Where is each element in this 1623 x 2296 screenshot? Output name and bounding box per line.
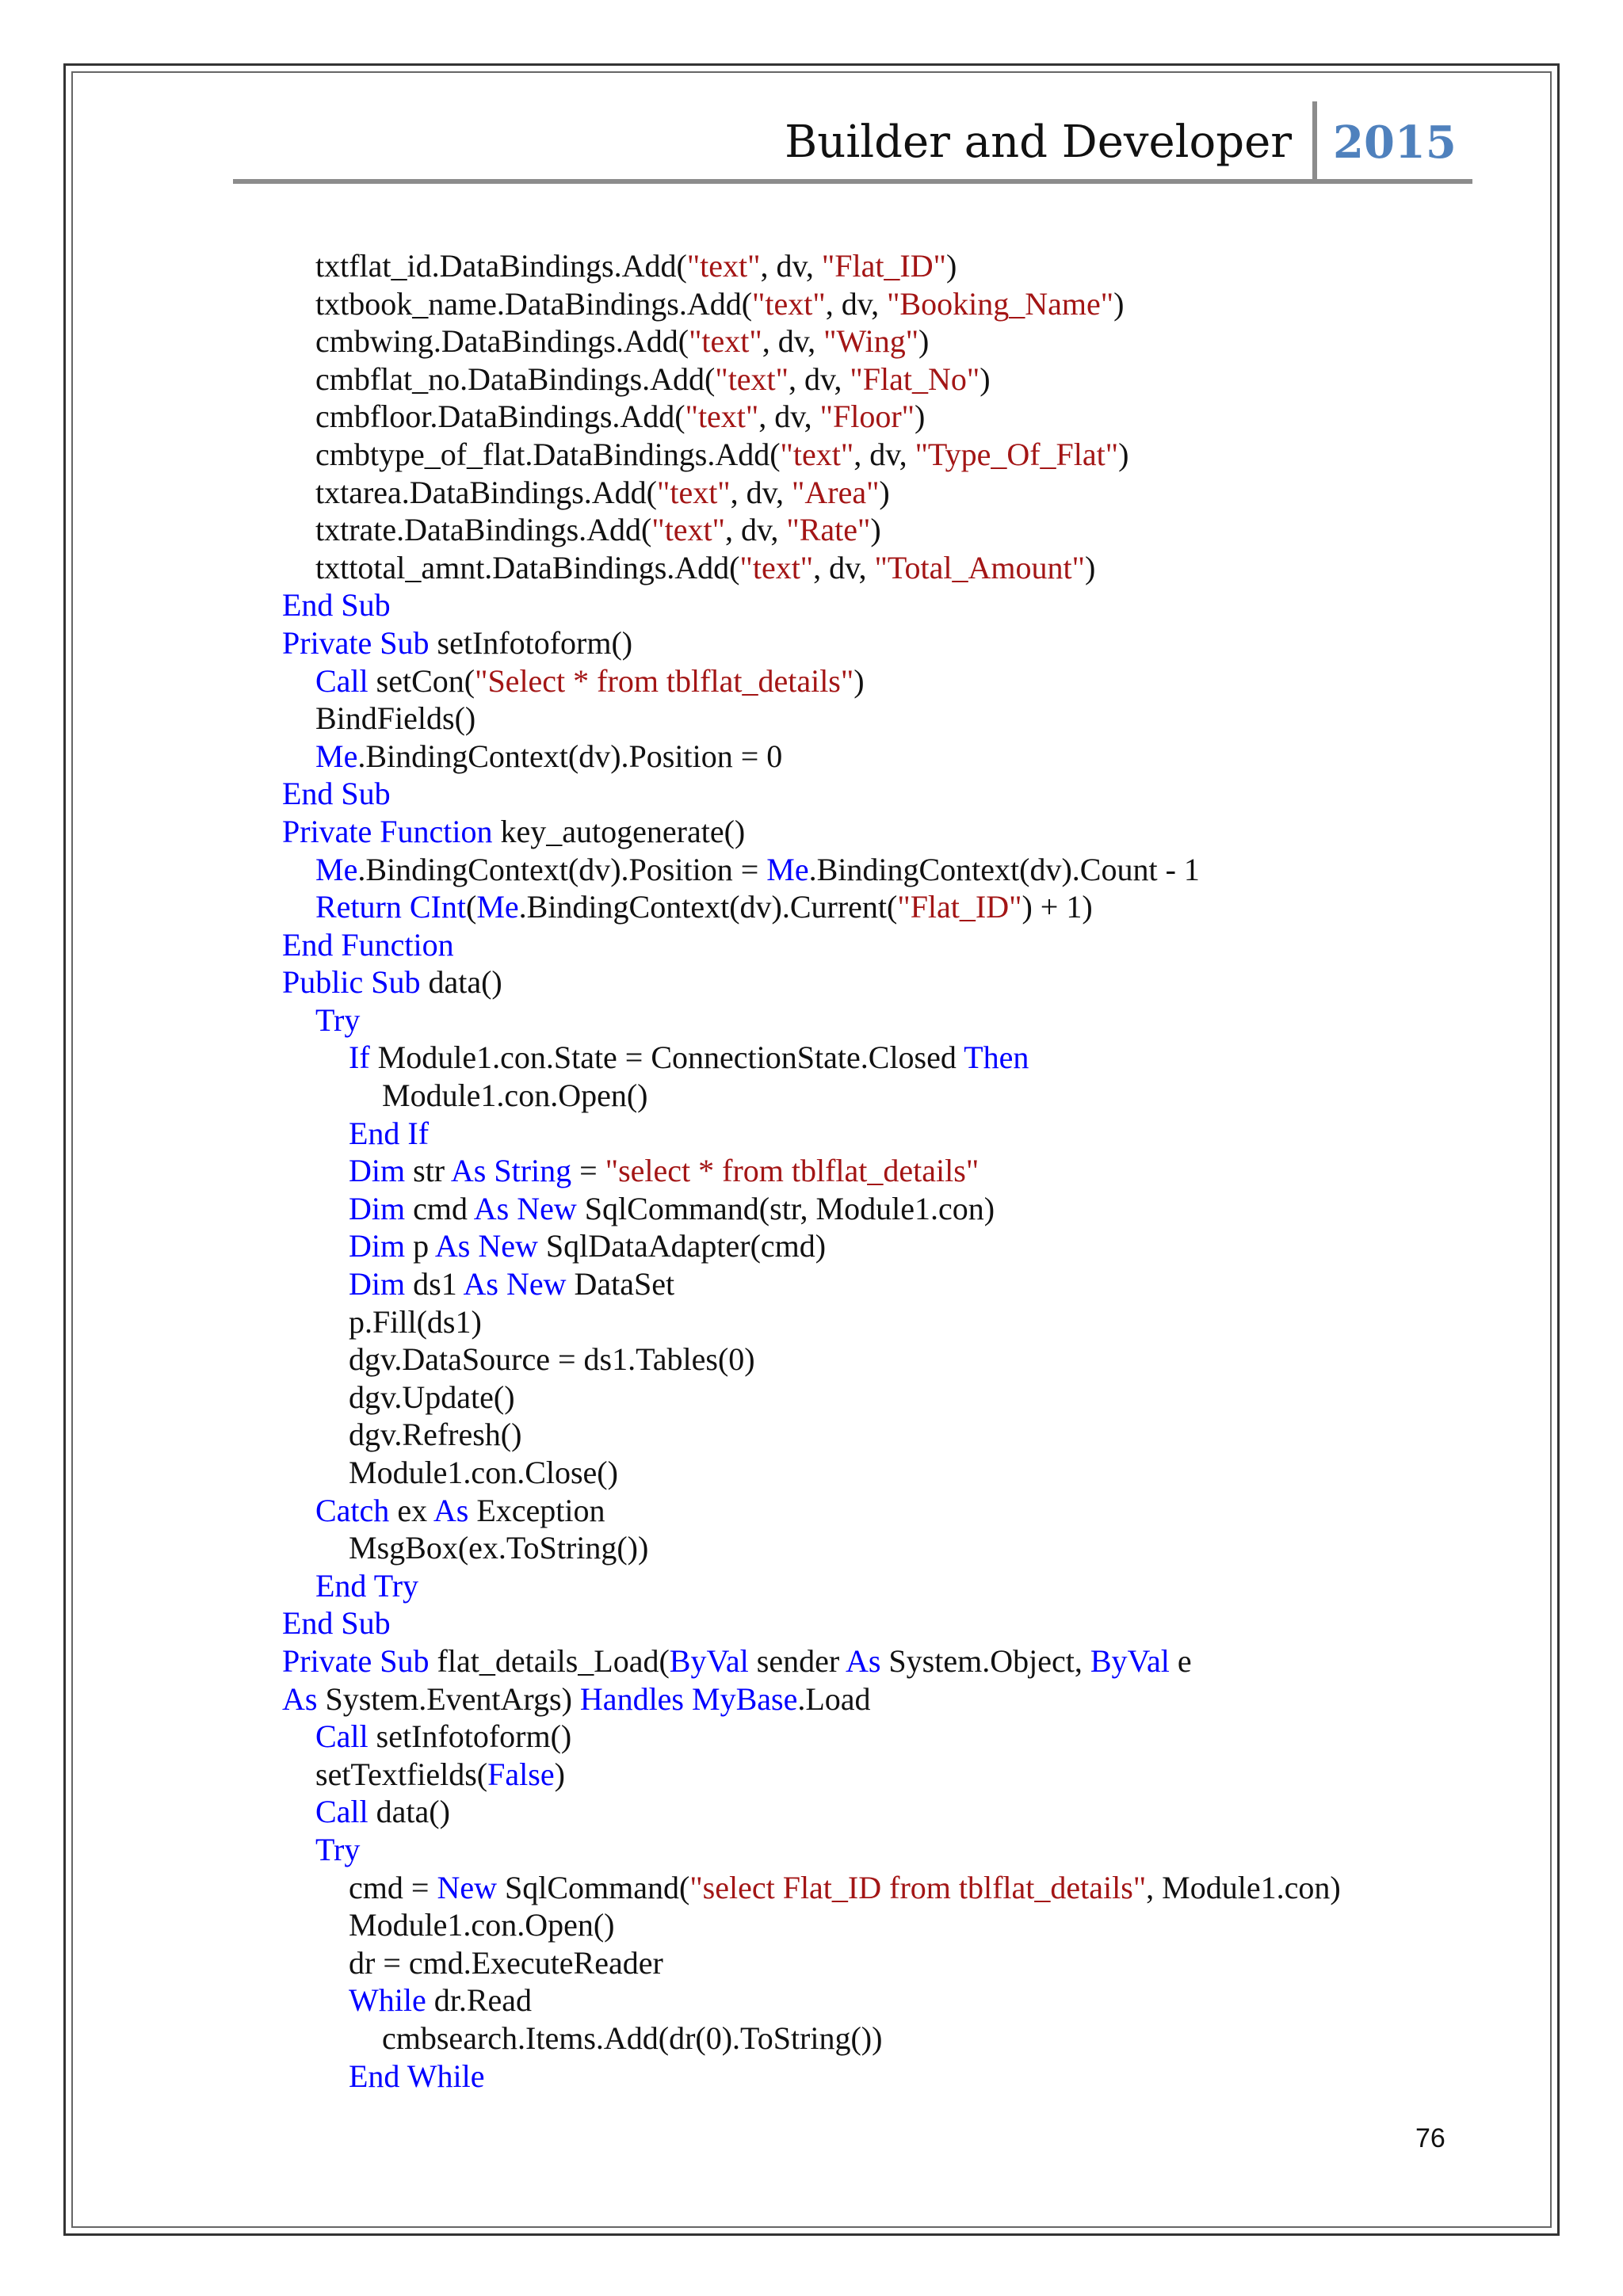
code-line — [282, 738, 1503, 776]
code-text: str — [405, 1153, 451, 1189]
code-line — [282, 1529, 1503, 1567]
code-line — [282, 549, 1503, 587]
code-line — [282, 1379, 1503, 1417]
code-string: "text" — [651, 512, 725, 548]
code-text: SqlCommand( — [496, 1869, 690, 1905]
code-line — [282, 1265, 1503, 1303]
code-text: , Module1.con) — [1146, 1869, 1341, 1905]
code-text: ) — [980, 360, 991, 397]
code-text: txtbook_name.DataBindings.Add( — [315, 285, 753, 322]
code-line — [282, 474, 1503, 512]
code-keyword: Return CInt — [315, 889, 466, 925]
code-line — [282, 700, 1503, 738]
code-string: "text" — [686, 248, 761, 284]
code-line — [282, 888, 1503, 926]
code-keyword: Call — [315, 662, 369, 699]
code-text: MsgBox(ex.ToString()) — [349, 1530, 649, 1566]
code-text: System.EventArgs) — [317, 1680, 580, 1717]
code-text: = — [571, 1153, 605, 1189]
code-text: setInfotoform() — [429, 624, 633, 661]
code-string: "Floor" — [819, 399, 915, 435]
code-text: p — [405, 1228, 435, 1264]
code-text: ) — [1113, 285, 1125, 322]
code-string: "Booking_Name" — [887, 285, 1114, 322]
code-keyword: As New — [434, 1228, 538, 1264]
code-line — [282, 436, 1503, 474]
code-line — [282, 1944, 1503, 1982]
code-string: "Wing" — [823, 323, 919, 360]
code-line — [282, 511, 1503, 549]
code-line — [282, 1077, 1503, 1115]
code-text: BindFields() — [315, 700, 476, 737]
code-text: , dv, — [758, 399, 820, 435]
code-string: "Total_Amount" — [874, 549, 1085, 585]
code-keyword: Dim — [349, 1153, 406, 1189]
code-text: , dv, — [760, 248, 822, 284]
code-text: txtflat_id.DataBindings.Add( — [315, 248, 687, 284]
code-keyword: If — [349, 1039, 370, 1076]
code-line — [282, 1303, 1503, 1341]
code-text: ) — [554, 1756, 565, 1792]
code-line — [282, 775, 1503, 813]
code-keyword: End While — [349, 2058, 485, 2094]
code-keyword: As — [282, 1680, 318, 1717]
page-number: 76 — [1415, 2123, 1445, 2153]
code-keyword: End Function — [282, 926, 454, 963]
code-keyword: Call — [315, 1794, 369, 1830]
code-line — [282, 813, 1503, 851]
code-keyword: ByVal — [669, 1642, 749, 1679]
code-text: cmd = — [349, 1869, 437, 1905]
code-line — [282, 662, 1503, 700]
code-string: "Rate" — [786, 512, 871, 548]
code-text: txtarea.DataBindings.Add( — [315, 474, 657, 510]
code-keyword: Call — [315, 1718, 369, 1755]
code-keyword: False — [487, 1756, 555, 1792]
code-text: .Load — [797, 1680, 871, 1717]
code-line — [282, 2019, 1503, 2058]
code-line — [282, 285, 1503, 323]
code-text: cmd — [405, 1190, 474, 1226]
code-text: cmbwing.DataBindings.Add( — [315, 323, 689, 360]
code-text: SqlCommand(str, Module1.con) — [576, 1190, 995, 1226]
code-line — [282, 398, 1503, 436]
code-text: ) + 1) — [1022, 889, 1093, 925]
code-line — [282, 1227, 1503, 1265]
code-text: ) — [915, 399, 926, 435]
code-line — [282, 963, 1503, 1001]
header-title: Builder and Developer — [785, 116, 1292, 168]
code-line — [282, 586, 1503, 624]
header-divider — [1312, 101, 1317, 182]
code-text: cmbfloor.DataBindings.Add( — [315, 399, 685, 435]
code-string: "text" — [657, 474, 731, 510]
code-line — [282, 1642, 1503, 1680]
code-text: Module1.con.Open() — [382, 1077, 648, 1114]
code-text: e — [1169, 1642, 1192, 1679]
code-text: cmbsearch.Items.Add(dr(0).ToString()) — [382, 2019, 883, 2056]
code-keyword: While — [349, 1982, 426, 2019]
code-line — [282, 1152, 1503, 1190]
code-keyword: End Sub — [282, 776, 391, 812]
code-line — [282, 1341, 1503, 1379]
code-text: , dv, — [789, 360, 850, 397]
code-keyword: Dim — [349, 1228, 406, 1264]
code-line — [282, 1906, 1503, 1944]
code-string: "text" — [752, 285, 826, 322]
code-keyword: Private Sub — [282, 1642, 430, 1679]
code-text: ( — [465, 889, 477, 925]
code-line — [282, 1793, 1503, 1831]
code-text: dgv.Refresh() — [349, 1417, 522, 1453]
code-line — [282, 1567, 1503, 1605]
code-text: ) — [918, 323, 930, 360]
code-line — [282, 1831, 1503, 1869]
code-listing — [282, 247, 1503, 2095]
code-keyword: As String — [450, 1153, 572, 1189]
code-keyword: Dim — [349, 1190, 406, 1226]
code-text: dr.Read — [426, 1982, 533, 2019]
code-keyword: Me — [315, 851, 358, 887]
code-keyword: As — [845, 1642, 881, 1679]
code-string: "text" — [715, 360, 789, 397]
code-line — [282, 1718, 1503, 1756]
code-string: "select Flat_ID from tblflat_details" — [689, 1869, 1147, 1905]
code-text: data() — [368, 1794, 450, 1830]
code-text: , dv, — [725, 512, 787, 548]
code-text: ex — [389, 1492, 433, 1528]
code-text: , dv, — [762, 323, 824, 360]
code-text: Module1.con.Open() — [349, 1907, 615, 1943]
code-string: "Flat_No" — [850, 360, 980, 397]
code-text: dgv.DataSource = ds1.Tables(0) — [349, 1341, 755, 1378]
code-text: .BindingContext(dv).Count - 1 — [808, 851, 1200, 887]
code-line — [282, 851, 1503, 889]
code-text: .BindingContext(dv).Current( — [518, 889, 898, 925]
code-keyword: Private Sub — [282, 624, 430, 661]
code-text: dgv.Update() — [349, 1379, 515, 1415]
code-keyword: Me — [315, 738, 358, 774]
code-keyword: Me — [766, 851, 809, 887]
code-text: ) — [879, 474, 890, 510]
code-line — [282, 926, 1503, 964]
code-keyword: End Try — [315, 1567, 419, 1604]
code-text: txttotal_amnt.DataBindings.Add( — [315, 549, 740, 585]
code-line — [282, 1454, 1503, 1492]
code-string: "Type_Of_Flat" — [915, 436, 1119, 472]
code-line — [282, 2058, 1503, 2096]
code-line — [282, 1869, 1503, 1907]
code-line — [282, 1604, 1503, 1642]
code-string: "text" — [780, 436, 854, 472]
code-text: .BindingContext(dv).Position = 0 — [357, 738, 783, 774]
code-keyword: Try — [315, 1831, 361, 1867]
code-string: "Flat_ID" — [821, 248, 946, 284]
code-text: ds1 — [405, 1266, 464, 1302]
code-text: .BindingContext(dv).Position = — [357, 851, 767, 887]
code-text: dr = cmd.ExecuteReader — [349, 1944, 663, 1981]
code-keyword: Dim — [349, 1266, 406, 1302]
code-string: "text" — [685, 399, 759, 435]
code-keyword: As New — [463, 1266, 567, 1302]
code-keyword: As New — [473, 1190, 577, 1226]
code-string: "select * from tblflat_details" — [605, 1153, 980, 1189]
code-keyword: ByVal — [1090, 1642, 1170, 1679]
code-text: cmbtype_of_flat.DataBindings.Add( — [315, 436, 781, 472]
code-text: SqlDataAdapter(cmd) — [537, 1228, 827, 1264]
code-keyword: New — [437, 1869, 497, 1905]
code-text: setTextfields( — [315, 1756, 488, 1792]
code-string: "text" — [739, 549, 814, 585]
code-string: "Select * from tblflat_details" — [475, 662, 854, 699]
code-line — [282, 1756, 1503, 1794]
header-year: 2015 — [1333, 116, 1457, 169]
code-line — [282, 322, 1503, 360]
code-string: "Flat_ID" — [897, 889, 1022, 925]
code-line — [282, 624, 1503, 662]
code-keyword: Catch — [315, 1492, 390, 1528]
header-rule — [233, 179, 1472, 184]
code-string: "text" — [689, 323, 762, 360]
code-text: ) — [854, 662, 865, 699]
code-keyword: Handles MyBase — [579, 1680, 798, 1717]
code-keyword: End Sub — [282, 1605, 391, 1642]
code-line — [282, 247, 1503, 285]
code-text: data() — [420, 964, 502, 1001]
code-keyword: Me — [476, 889, 519, 925]
code-line — [282, 1680, 1503, 1718]
code-keyword: Private Function — [282, 813, 493, 849]
code-line — [282, 1492, 1503, 1530]
code-string: "Area" — [792, 474, 880, 510]
code-line — [282, 1416, 1503, 1454]
code-text: p.Fill(ds1) — [349, 1303, 482, 1340]
code-text: ) — [1118, 436, 1129, 472]
code-text: setCon( — [368, 662, 475, 699]
code-line — [282, 1981, 1503, 2019]
code-keyword: Then — [964, 1039, 1029, 1076]
code-text: Exception — [468, 1492, 605, 1528]
code-line — [282, 360, 1503, 399]
code-text: ) — [1084, 549, 1096, 585]
code-keyword: Try — [315, 1001, 361, 1038]
code-text: Module1.con.State = ConnectionState.Closed — [369, 1039, 964, 1076]
code-line — [282, 1039, 1503, 1077]
code-line — [282, 1115, 1503, 1153]
code-text: , dv, — [825, 285, 888, 322]
code-text: txtrate.DataBindings.Add( — [315, 512, 652, 548]
code-keyword: End If — [349, 1115, 430, 1151]
code-text: , dv, — [730, 474, 792, 510]
code-text: sender — [748, 1642, 846, 1679]
code-line — [282, 1001, 1503, 1039]
code-text: System.Object, — [880, 1642, 1090, 1679]
code-text: cmbflat_no.DataBindings.Add( — [315, 360, 716, 397]
code-text: flat_details_Load( — [429, 1642, 670, 1679]
code-text: , dv, — [813, 549, 875, 585]
code-text: setInfotoform() — [368, 1718, 572, 1755]
code-text: ) — [870, 512, 881, 548]
code-text: , dv, — [854, 436, 915, 472]
code-keyword: End Sub — [282, 587, 391, 624]
code-keyword: Public Sub — [282, 964, 421, 1001]
code-line — [282, 1190, 1503, 1228]
code-text: Module1.con.Close() — [349, 1455, 618, 1490]
code-text: DataSet — [566, 1266, 675, 1302]
code-text: ) — [945, 248, 957, 284]
code-text: key_autogenerate() — [492, 813, 746, 849]
code-keyword: As — [433, 1492, 469, 1528]
